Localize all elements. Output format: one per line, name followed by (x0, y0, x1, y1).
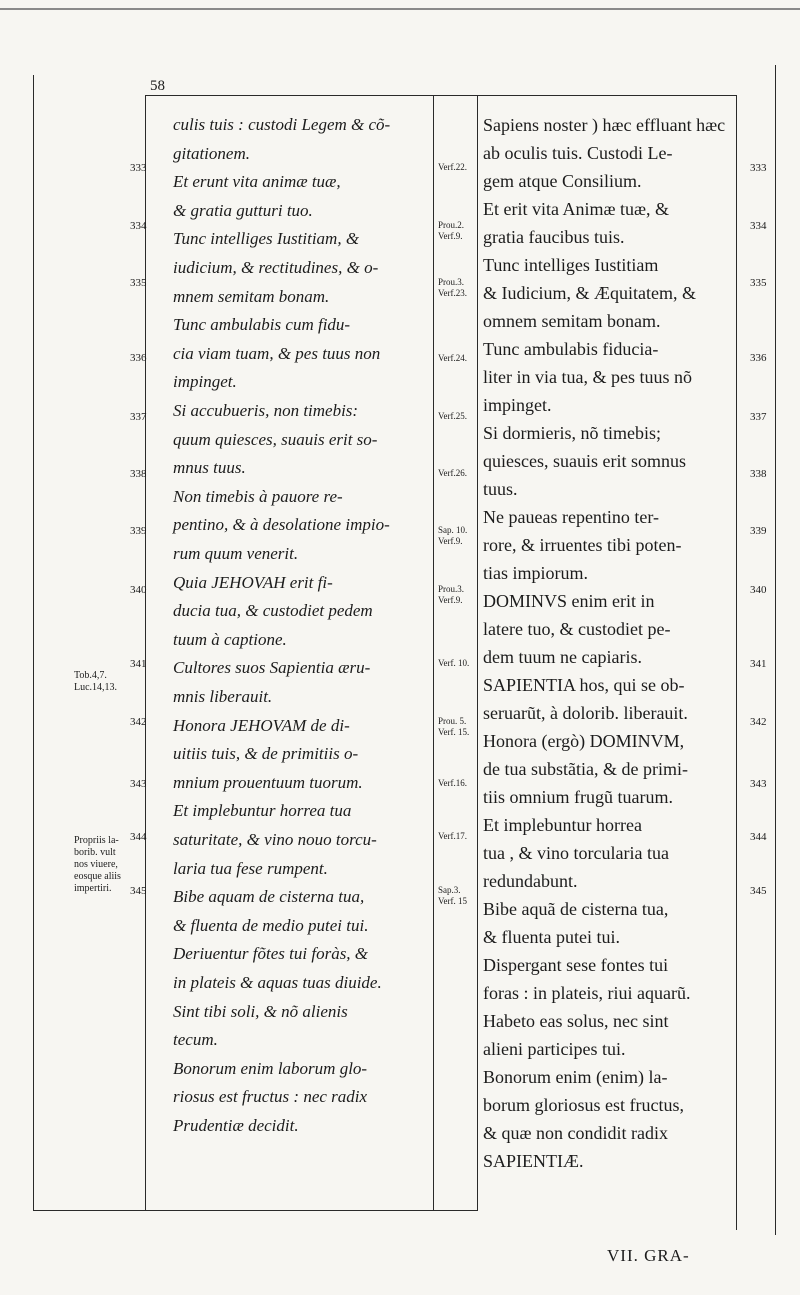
left-outer-rule (33, 75, 34, 1210)
right-line: impinget. (483, 395, 552, 415)
right-line: quiesces, suauis erit somnus (483, 451, 686, 471)
verse-number-left: 334 (130, 220, 147, 232)
left-line: quum quiesces, suauis erit so- (173, 429, 378, 449)
cross-reference: Verf.17. (438, 831, 467, 841)
left-line: impinget. (173, 372, 237, 392)
left-line: mnus tuus. (173, 458, 246, 478)
left-line: ducia tua, & custodiet pedem (173, 601, 373, 621)
right-line: omnem semitam bonam. (483, 311, 661, 331)
catchword: VII. GRA- (607, 1246, 690, 1265)
right-line: latere tuo, & custodiet pe- (483, 619, 671, 639)
right-line: Honora (ergò) DOMINVM, (483, 731, 685, 751)
verse-number-left: 345 (130, 885, 147, 897)
cross-reference: Prou. 5. Verf. 15. (438, 716, 470, 737)
verse-number-left: 333 (130, 162, 147, 174)
verse-number-right: 333 (750, 162, 767, 174)
right-line: Ne paueas repentino ter- (483, 507, 660, 527)
right-line: SAPIENTIA hos, qui se ob- (483, 675, 685, 695)
right-line: Sapiens noster ) hæc effluant hæc (483, 115, 726, 135)
verse-number-right: 341 (750, 658, 767, 670)
margin-note-tobit: Tob.4,7. Luc.14,13. (74, 670, 118, 693)
left-line: riosus est fructus : nec radix (173, 1087, 368, 1107)
right-line: redundabunt. (483, 871, 578, 891)
verse-number-right: 334 (750, 220, 767, 232)
left-line: Sint tibi soli, & nõ alienis (173, 1001, 348, 1021)
cross-reference: Sap.3. Verf. 15 (438, 885, 467, 906)
cross-reference: Sap. 10. Verf.9. (438, 525, 468, 546)
cross-reference: Verf.22. (438, 162, 467, 172)
left-line: mnium prouentuum tuorum. (173, 772, 363, 792)
right-line: Tunc intelliges Iustitiam (483, 255, 659, 275)
verse-number-left: 340 (130, 584, 147, 596)
right-line: tua , & vino torcularia tua (483, 843, 669, 863)
verse-number-right: 340 (750, 584, 767, 596)
right-line: ab oculis tuis. Custodi Le- (483, 143, 673, 163)
left-line: Non timebis à pauore re- (173, 486, 343, 506)
footer-rule (33, 1210, 478, 1211)
left-line: laria tua fese rumpent. (173, 858, 328, 878)
verse-number-right: 344 (750, 831, 767, 843)
verse-number-left: 336 (130, 352, 147, 364)
right-line: Habeto eas solus, nec sint (483, 1011, 669, 1031)
verse-number-left: 342 (130, 716, 147, 728)
verse-number-left: 338 (130, 468, 147, 480)
verse-number-right: 335 (750, 277, 767, 289)
right-line: Dispergant sese fontes tui (483, 955, 669, 975)
left-line: mnem semitam bonam. (173, 286, 330, 306)
right-line: seruarũt, à dolorib. liberauit. (483, 703, 688, 723)
right-line: de tua substãtia, & de primi- (483, 759, 688, 779)
right-line: tuus. (483, 479, 518, 499)
right-line: Bibe aquã de cisterna tua, (483, 899, 669, 919)
left-line: iudicium, & rectitudines, & o- (173, 258, 379, 277)
right-outer-rule (775, 65, 776, 1235)
right-line: SAPIENTIÆ. (483, 1151, 584, 1171)
right-line: dem tuum ne capiaris. (483, 647, 642, 667)
right-line: & quæ non condidit radix (483, 1123, 668, 1143)
right-line: DOMINVS enim erit in (483, 591, 655, 611)
right-line: & Iudicium, & Æquitatem, & (483, 283, 696, 303)
left-line: Tunc ambulabis cum fidu- (173, 315, 351, 335)
verse-number-right: 343 (750, 778, 767, 790)
left-line: Et implebuntur horrea tua (173, 801, 352, 821)
left-line: tuum à captione. (173, 629, 287, 649)
center-right-rule (477, 95, 478, 1210)
verse-number-right: 338 (750, 468, 767, 480)
verse-number-left: 339 (130, 525, 147, 537)
right-line: Bonorum enim (enim) la- (483, 1067, 668, 1087)
verse-number-right: 342 (750, 716, 767, 728)
center-left-rule (433, 95, 434, 1210)
right-line: tiis omnium frugũ tuarum. (483, 787, 673, 807)
verse-number-right: 345 (750, 885, 767, 897)
right-line: gratia faucibus tuis. (483, 227, 625, 247)
margin-note-propriis: Propriis la- borib. vult nos viuere, eosque aliis impertiri. (74, 835, 121, 894)
verse-number-right: 337 (750, 411, 767, 423)
left-line: Et erunt vita animæ tuæ, (173, 172, 341, 192)
verse-number-right: 339 (750, 525, 767, 537)
left-line: pentino, & à desolatione impio- (173, 515, 390, 535)
right-line: alieni participes tui. (483, 1039, 626, 1059)
verse-number-left: 343 (130, 778, 147, 790)
left-line: Cultores suos Sapientia æru- (173, 658, 371, 678)
left-inner-rule (145, 95, 146, 1210)
left-line: Si accubueris, non timebis: (173, 401, 359, 420)
cross-reference: Prou.2. Verf.9. (438, 220, 465, 241)
cross-reference: Verf.25. (438, 411, 467, 421)
left-line: culis tuis : custodi Legem & cõ- (173, 115, 391, 134)
cross-reference: Prou.3. Verf.9. (438, 584, 465, 605)
left-line: Deriuentur fõtes tui foràs, & (173, 944, 369, 964)
left-line: saturitate, & vino nouo torcu- (173, 830, 377, 849)
right-line: rore, & irruentes tibi poten- (483, 535, 682, 555)
verse-number-right: 336 (750, 352, 767, 364)
cross-reference: Verf.16. (438, 778, 467, 788)
left-line: Bibe aquam de cisterna tua, (173, 887, 365, 907)
left-line: & gratia gutturi tuo. (173, 200, 313, 220)
right-line: Et implebuntur horrea (483, 815, 642, 835)
left-line: tecum. (173, 1030, 218, 1050)
left-line: uitiis tuis, & de primitiis o- (173, 744, 359, 764)
right-line: foras : in plateis, riui aquarũ. (483, 983, 691, 1003)
left-line: rum quum venerit. (173, 544, 299, 563)
left-line: Prudentiæ decidit. (173, 1116, 299, 1135)
left-line: gitationem. (173, 143, 250, 163)
right-inner-rule (736, 95, 737, 1230)
left-line: in plateis & aquas tuas diuide. (173, 973, 382, 992)
verse-number-left: 344 (130, 831, 147, 843)
left-line: & fluenta de medio putei tui. (173, 915, 369, 935)
right-line: & fluenta putei tui. (483, 927, 620, 947)
left-line: Quia JEHOVAH erit fi- (173, 572, 333, 592)
right-line: borum gloriosus est fructus, (483, 1095, 684, 1115)
right-line: Et erit vita Animæ tuæ, & (483, 199, 669, 219)
right-line: Si dormieris, nõ timebis; (483, 423, 661, 443)
right-line: liter in via tua, & pes tuus nõ (483, 367, 692, 387)
cross-reference: Verf. 10. (438, 658, 470, 668)
left-line: cia viam tuam, & pes tuus non (173, 343, 381, 363)
left-line: mnis liberauit. (173, 687, 273, 706)
cross-reference: Verf.24. (438, 353, 467, 363)
verse-number-left: 337 (130, 411, 147, 423)
verse-number-left: 341 (130, 658, 147, 670)
top-rule (0, 8, 800, 10)
right-line: tias impiorum. (483, 563, 588, 583)
right-line: Tunc ambulabis fiducia- (483, 339, 659, 359)
cross-reference: Verf.26. (438, 468, 467, 478)
cross-reference: Prou.3. Verf.23. (438, 277, 467, 298)
left-line: Tunc intelliges Iustitiam, & (173, 229, 360, 249)
header-rule (145, 95, 737, 96)
page-number: 58 (150, 78, 165, 94)
left-line: Bonorum enim laborum glo- (173, 1058, 368, 1078)
verse-number-left: 335 (130, 277, 147, 289)
right-line: gem atque Consilium. (483, 171, 642, 191)
left-line: Honora JEHOVAM de di- (173, 715, 350, 735)
